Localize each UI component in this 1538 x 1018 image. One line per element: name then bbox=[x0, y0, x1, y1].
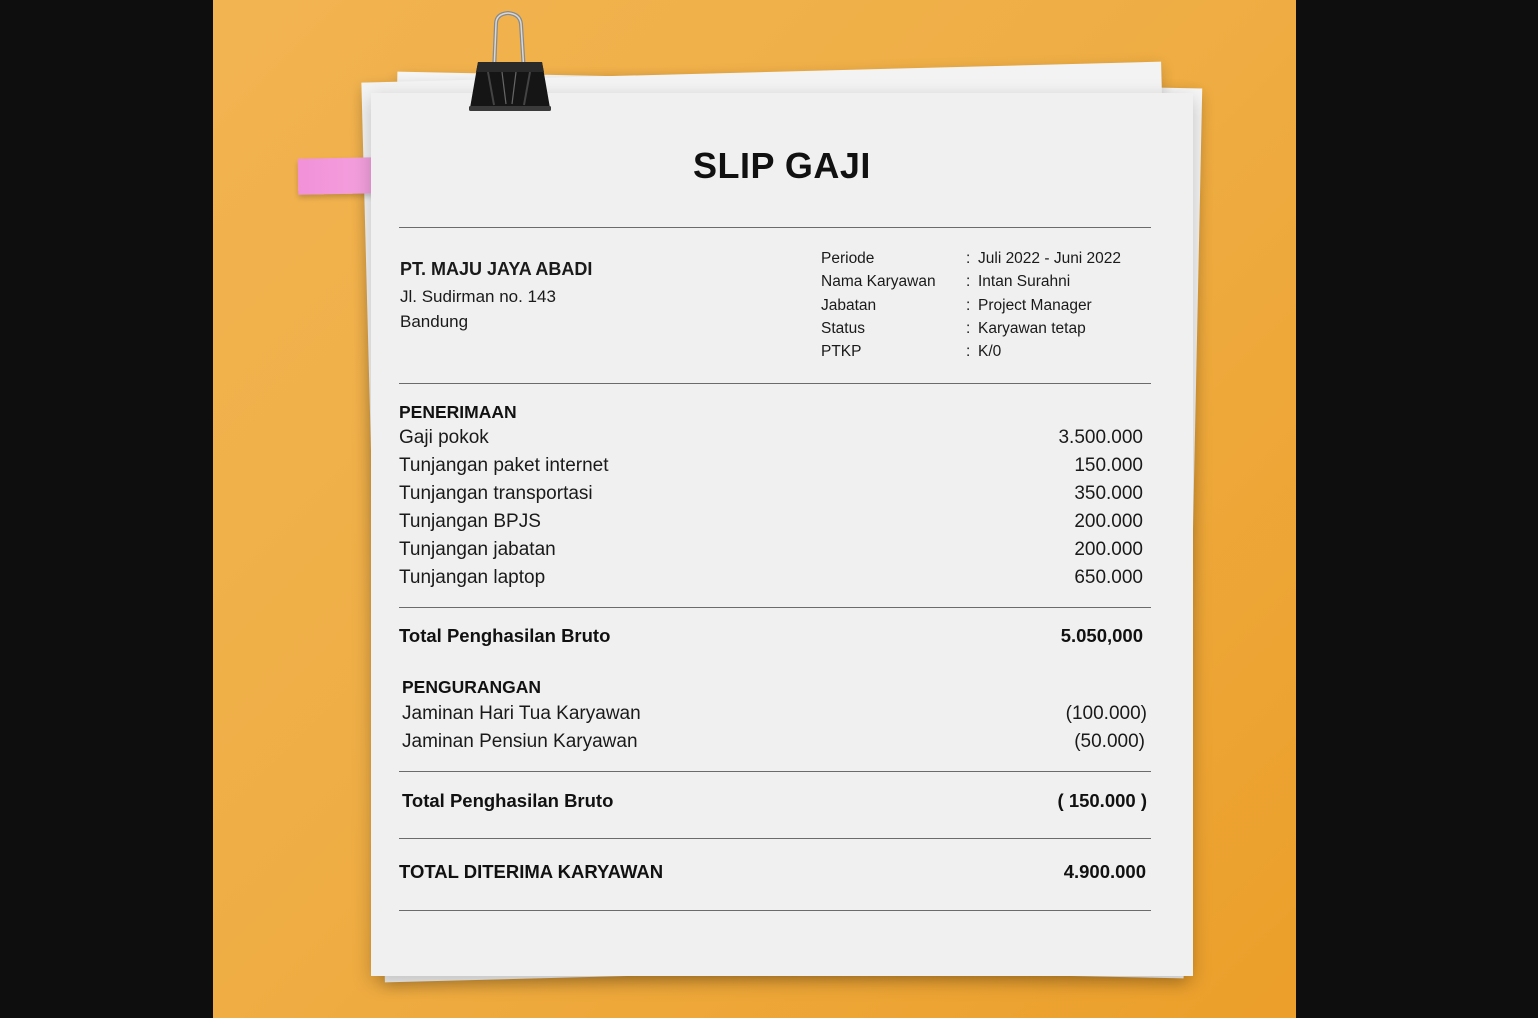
list-item bbox=[402, 703, 1147, 731]
info-label: PTKP bbox=[821, 343, 862, 361]
company-address-line2: Bandung bbox=[400, 312, 469, 331]
item-label: Tunjangan laptop bbox=[399, 567, 546, 588]
item-amount: 650.000 bbox=[1074, 567, 1143, 588]
company-name: PT. MAJU JAYA ABADI bbox=[400, 259, 593, 279]
item-amount: (50.000) bbox=[1074, 731, 1145, 752]
pengurangan-heading: PENGURANGAN bbox=[402, 677, 542, 697]
background bbox=[213, 0, 1296, 1018]
list-item bbox=[399, 455, 1143, 483]
list-item bbox=[399, 567, 1143, 595]
info-label: Nama Karyawan bbox=[821, 273, 936, 291]
list-item bbox=[399, 511, 1143, 539]
info-colon: : bbox=[966, 296, 971, 314]
list-item bbox=[402, 731, 1145, 759]
item-label: Gaji pokok bbox=[399, 427, 489, 448]
info-label: Jabatan bbox=[821, 296, 877, 314]
divider bbox=[399, 383, 1151, 384]
grand-total-amount: 4.900.000 bbox=[1063, 861, 1146, 882]
item-amount: 200.000 bbox=[1074, 539, 1143, 560]
info-row-jabatan bbox=[821, 297, 1121, 320]
list-item bbox=[399, 427, 1143, 455]
item-label: Jaminan Hari Tua Karyawan bbox=[402, 703, 641, 724]
item-amount: (100.000) bbox=[1065, 703, 1147, 724]
document-title: SLIP GAJI bbox=[693, 145, 871, 186]
total-label: Total Penghasilan Bruto bbox=[402, 790, 614, 811]
info-colon: : bbox=[966, 343, 971, 361]
info-value: K/0 bbox=[978, 343, 1002, 361]
total-amount: ( 150.000 ) bbox=[1057, 790, 1147, 811]
total-label: Total Penghasilan Bruto bbox=[399, 625, 611, 646]
info-row-ptkp bbox=[821, 343, 1121, 366]
item-label: Jaminan Pensiun Karyawan bbox=[402, 731, 638, 752]
total-pengurangan-row bbox=[402, 790, 1147, 812]
grand-total-row bbox=[399, 861, 1146, 883]
divider bbox=[399, 910, 1151, 911]
total-amount: 5.050,000 bbox=[1060, 625, 1143, 646]
info-colon: : bbox=[966, 250, 971, 267]
item-label: Tunjangan jabatan bbox=[399, 539, 556, 560]
penerimaan-heading: PENERIMAAN bbox=[399, 402, 517, 422]
binder-clip-icon bbox=[466, 10, 554, 112]
divider bbox=[399, 771, 1151, 772]
sticky-note-tab bbox=[298, 157, 379, 194]
divider bbox=[399, 227, 1151, 228]
info-colon: : bbox=[966, 319, 971, 337]
grand-total-label: TOTAL DITERIMA KARYAWAN bbox=[399, 861, 664, 882]
company-address-line1: Jl. Sudirman no. 143 bbox=[400, 287, 556, 306]
item-label: Tunjangan transportasi bbox=[399, 483, 593, 504]
item-amount: 150.000 bbox=[1074, 455, 1143, 476]
info-value: Project Manager bbox=[978, 296, 1092, 314]
info-label: Status bbox=[821, 319, 865, 337]
info-row-status bbox=[821, 320, 1121, 343]
info-row-nama bbox=[821, 273, 1121, 296]
item-amount: 3.500.000 bbox=[1058, 427, 1143, 448]
info-row-periode bbox=[821, 250, 1121, 273]
divider bbox=[399, 838, 1151, 839]
item-label: Tunjangan paket internet bbox=[399, 455, 609, 476]
employee-info bbox=[821, 250, 1121, 366]
info-value: Intan Surahni bbox=[978, 273, 1071, 291]
list-item bbox=[399, 539, 1143, 567]
item-amount: 350.000 bbox=[1074, 483, 1143, 504]
total-penerimaan-row bbox=[399, 625, 1143, 647]
info-label: Periode bbox=[821, 250, 875, 267]
salary-slip-sheet bbox=[371, 93, 1193, 976]
item-amount: 200.000 bbox=[1074, 511, 1143, 532]
list-item bbox=[399, 483, 1143, 511]
item-label: Tunjangan BPJS bbox=[399, 511, 541, 532]
info-value: Juli 2022 - Juni 2022 bbox=[978, 250, 1122, 267]
info-value: Karyawan tetap bbox=[978, 319, 1086, 337]
company-block bbox=[400, 259, 592, 334]
divider bbox=[399, 607, 1151, 608]
info-colon: : bbox=[966, 273, 971, 291]
